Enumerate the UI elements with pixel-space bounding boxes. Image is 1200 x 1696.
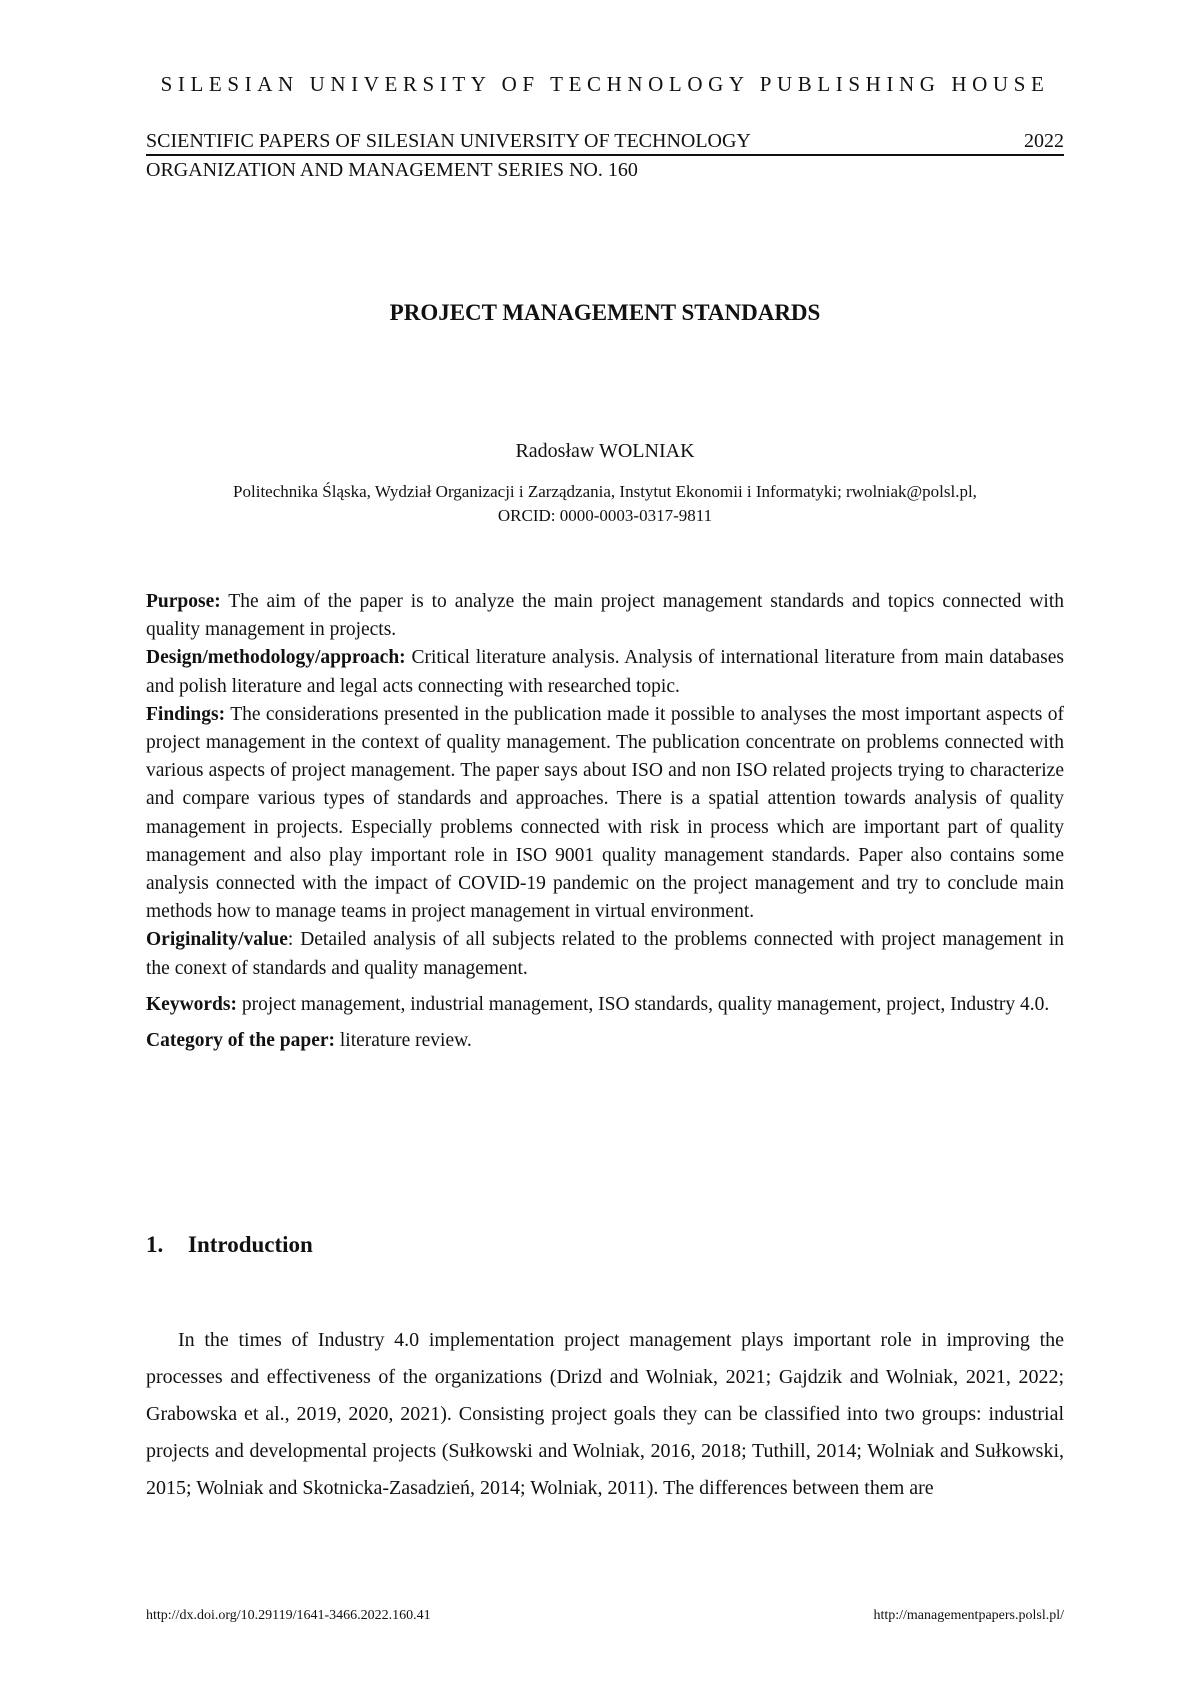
footer-journal-url[interactable]: http://managementpapers.polsl.pl/ xyxy=(873,1608,1064,1623)
abstract-findings xyxy=(146,701,1064,927)
journal-title-line xyxy=(146,128,1064,156)
author-name: Radosław WOLNIAK xyxy=(515,440,695,462)
purpose-label: Purpose: xyxy=(146,591,221,612)
author-affiliation-block xyxy=(146,480,1064,528)
author-affiliation: Politechnika Śląska, Wydział Organizacji i Zarządzania, Instytut Ekonomii i Informatyki; rwolniak@polsl.pl, xyxy=(233,482,977,501)
abstract-originality xyxy=(146,926,1064,982)
series-number: ORGANIZATION AND MANAGEMENT SERIES NO. 160 xyxy=(146,159,638,181)
keywords-label: Keywords: xyxy=(146,993,237,1015)
author-orcid: ORCID: 0000-0003-0317-9811 xyxy=(497,506,713,525)
section-heading-introduction xyxy=(146,1232,313,1258)
originality-text: : Detailed analysis of all subjects related to the problems connected with project management in the conext of standards and quality management. xyxy=(146,929,1064,979)
category-label: Category of the paper: xyxy=(146,1030,335,1052)
publisher-name: SILESIAN UNIVERSITY OF TECHNOLOGY PUBLISHING HOUSE xyxy=(160,72,1050,96)
findings-label: Findings: xyxy=(146,703,226,725)
category-text: literature review. xyxy=(339,1030,472,1052)
abstract-design xyxy=(146,644,1064,700)
abstract-category xyxy=(146,1027,1064,1055)
purpose-text: The aim of the paper is to analyze the main project management standards and topics connected with quality management in projects. xyxy=(146,591,1064,641)
keywords-text: project management, industrial management, ISO standards, quality management, project, Industry 4.0. xyxy=(241,993,1050,1015)
journal-header xyxy=(146,128,1064,184)
introduction-paragraph: In the times of Industry 4.0 implementation project management plays important role in improving the processes and effectiveness of the organizations (Drizd and Wolniak, 2021; Gajdzik and Wolniak, 2021, 2022; Grabowska et al., 2019, 2020, 2021). Consisting project goals they can be classified into two groups: industrial projects and developmental projects (Sułkowski and Wolniak, 2016, 2018; Tuthill, 2014; Wolniak and Sułkowski, 2015; Wolniak and Skotnicka-Zasadzień, 2014; Wolniak, 2011). The differences between them are xyxy=(146,1329,1064,1499)
abstract-keywords xyxy=(146,991,1064,1019)
section-title: Introduction xyxy=(188,1232,313,1257)
design-label: Design/methodology/approach: xyxy=(146,647,406,669)
journal-title: SCIENTIFIC PAPERS OF SILESIAN UNIVERSITY OF TECHNOLOGY xyxy=(146,130,751,152)
abstract-purpose xyxy=(146,588,1064,644)
abstract xyxy=(146,588,1064,1055)
paper-title: PROJECT MANAGEMENT STANDARDS xyxy=(389,300,821,325)
originality-label: Originality/value xyxy=(146,929,288,951)
publication-year: 2022 xyxy=(1024,130,1064,152)
footer-doi-link[interactable]: http://dx.doi.org/10.29119/1641-3466.2022.160.41 xyxy=(146,1608,431,1623)
findings-text: The considerations presented in the publication made it possible to analyses the most important aspects of project management in the context of quality management. The publication concentrate on problems connected with various aspects of project management. The paper says about ISO and non ISO related projects trying to characterize and compare various types of standards and approaches. There is a spatial attention towards analysis of quality management in projects. Especially problems connected with risk in process which are important part of quality management and also play important role in ISO 9001 quality management standards. Paper also contains some analysis connected with the impact of COVID-19 pandemic on the project management and try to conclude main methods how to manage teams in project management in virtual environment. xyxy=(146,703,1064,923)
design-text: Critical literature analysis. Analysis of international literature from main databases and polish literature and legal acts connecting with researched topic. xyxy=(146,647,1064,697)
section-number: 1. xyxy=(146,1232,164,1257)
